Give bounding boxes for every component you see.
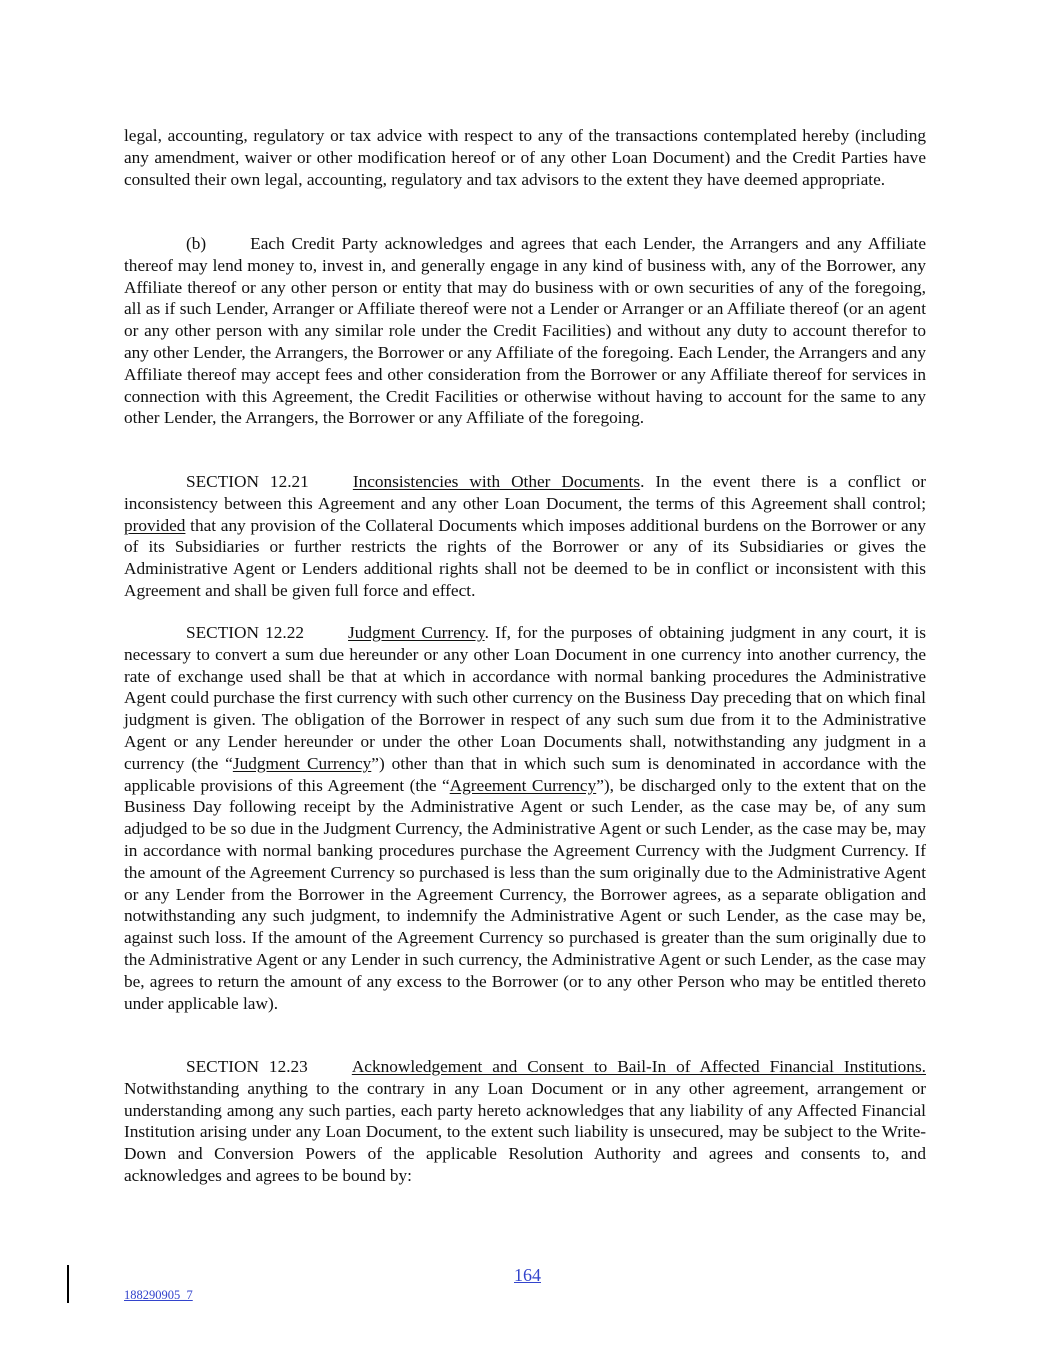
section-heading: Inconsistencies with Other Documents [352,472,641,491]
section-number: SECTION 12.21 [186,472,309,491]
section-number: SECTION 12.22 [186,623,305,642]
section-text: that any provision of the Collateral Documents which imposes additional burdens on the Borrower or any of its Subsidiaries or further restricts the rights of the Borrower or any of its Subsidiaries or gives the Administrative Agent or Lenders additional rights shall not be deemed to be in conflict or inconsistent with this Agreement and shall be given full force and effect. [124,515,926,600]
section-text: . In the event there is a conflict or inconsistency between this Agreement and any other Loan Document, the terms of this Agreement shall control; [124,472,926,513]
section-number: SECTION 12.23 [186,1057,308,1076]
paragraph-b-text: Each Credit Party acknowledges and agrees that each Lender, the Arrangers and any Affiliate thereof may lend money to, invest in, and generally engage in any kind of business with, any of the Borrower, any Affiliate thereof or any other person or entity that may do business with or own securities of any of the foregoing, all as if such Lender, Arranger or Affiliate thereof were not a Lender or Arranger or an Affiliate thereof (or an agent or any other person with any similar role under the Credit Facilities) and without any duty to account therefor to any other Lender, the Arrangers, the Borrower or any Affiliate of the foregoing. Each Lender, the Arrangers and any Affiliate thereof may accept fees and other consideration from the Borrower or any Affiliate thereof for services in connection with this Agreement, the Credit Facilities or otherwise without having to account for the same to any other Lender, the Arrangers, the Borrower or any Affiliate of the foregoing. [124,234,926,428]
section-text: ”) other than that in which such sum is denominated in accordance with the applicable provisions of this Agreement (the “ [124,753,926,795]
section-12-22 [124,622,926,1014]
document-id[interactable]: 188290905_7 [124,1288,193,1302]
paragraph-continuation: legal, accounting, regulatory or tax advice with respect to any of the transactions contemplated hereby (including any amendment, waiver or other modification hereof or of any other Loan Document) and the Credit Parties have consulted their own legal, accounting, regulatory and tax advisors to the extent they have deemed appropriate. [124,126,926,189]
section-text: ”), be discharged only to the extent that on the Business Day following receipt by the Administrative Agent or such Lender, as the case may be, of any sum adjudged to be so due in the Judgment Currency, the Administrative Agent or such Lender, as the case may be, may in accordance with normal banking procedures purchase the Agreement Currency with the Judgment Currency. If the amount of the Agreement Currency so purchased is less than the sum originally due to the Administrative Agent or any Lender from the Borrower in the Agreement Currency, the Borrower agrees, as a separate obligation and notwithstanding any such judgment, to indemnify the Administrative Agent or such Lender, as the case may be, against such loss. If the amount of the Agreement Currency so purchased is greater than the sum originally due to the Administrative Agent or any Lender in such currency, the Administrative Agent or such Lender, as the case may be, agrees to return the amount of any excess to the Borrower (or to any other Person who may be entitled thereto under applicable law). [124,775,926,1013]
defined-term-provided: provided [124,515,186,535]
section-text: . If, for the purposes of obtaining judgment in any court, it is necessary to convert a sum due hereunder or any other Loan Document in one currency into another currency, the rate of exchange used shall be that at which in accordance with normal banking procedures the Administrative Agent could purchase the first currency with such other currency on the Business Day preceding that on which final judgment is given. The obligation of the Borrower in respect of any such sum due from it to the Administrative Agent or any Lender hereunder or under the other Loan Documents shall, notwithstanding any judgment in a currency (the “ [124,623,927,773]
section-12-23 [124,1056,926,1187]
section-heading: Acknowledgement and Consent to Bail-In of Affected Financial Institutions. [351,1057,926,1076]
page-number[interactable]: 164 [514,1265,541,1285]
section-heading: Judgment Currency [348,623,485,642]
paragraph-b [124,233,926,429]
defined-term: Judgment Currency [232,753,372,773]
defined-term: Agreement Currency [449,775,597,795]
section-text: Notwithstanding anything to the contrary in any Loan Document or in any other agreement, arrangement or understanding among any such parties, each party hereto acknowledges that any liability of any Affected Financial Institution arising under any Loan Document, to the extent such liability is unsecured, may be subject to the Write-Down and Conversion Powers of the applicable Resolution Authority and agrees and consents to, and acknowledges and agrees to be bound by: [124,1078,926,1185]
paragraph-label: (b) [186,234,207,253]
section-12-21 [124,471,926,602]
